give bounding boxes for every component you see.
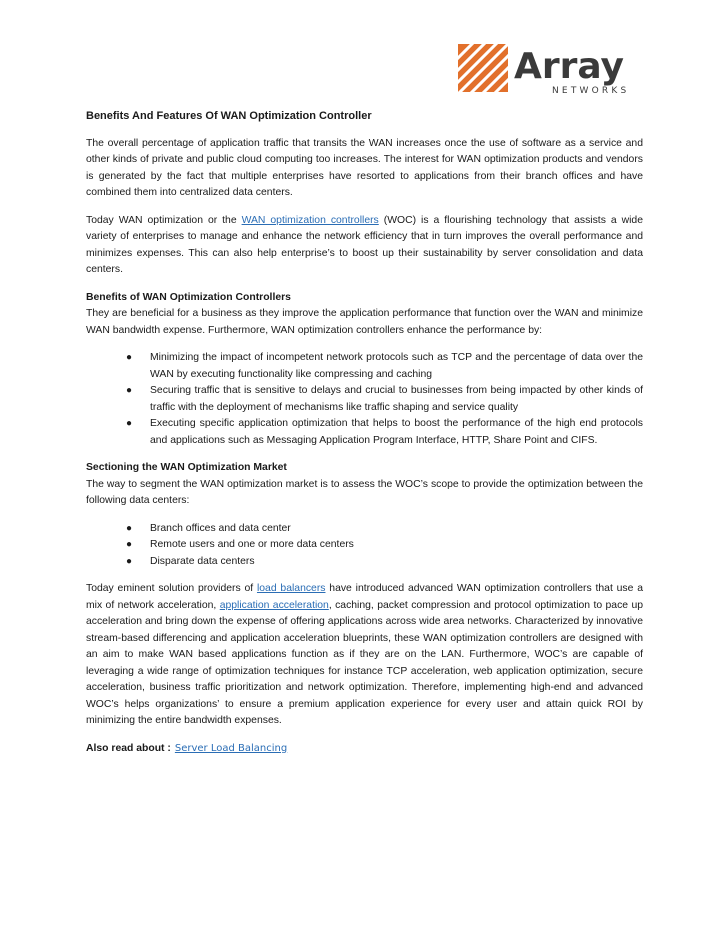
list-item-text: Disparate data centers xyxy=(150,555,255,567)
list-item xyxy=(126,537,643,554)
also-read-line xyxy=(86,741,643,758)
list-item-text: Securing traffic that is sensitive to delays and crucial to businesses from being impacted by other kinds of traffic with the deployment of mechanisms like traffic shaping and service quality xyxy=(150,385,643,413)
benefits-text: They are beneficial for a business as they improve the application performance that function over the WAN and minimize WAN bandwidth expense. Furthermore, WAN optimization controllers enhance the performance by: xyxy=(86,308,643,336)
list-item xyxy=(126,383,643,416)
intro-paragraph: The overall percentage of application traffic that transits the WAN increases once the use of software as a service and other kinds of private and public cloud computing too increases. The interest for WAN optimization products and vendors is generated by the fact that multiple enterprises have resorted to applications from their branch offices and have combined them into centralized data centers. xyxy=(86,137,643,198)
sectioning-text: The way to segment the WAN optimization market is to assess the WOC’s scope to provide the optimization between the following data centers: xyxy=(86,478,643,506)
article xyxy=(86,108,643,757)
list-item-text: Remote users and one or more data centers xyxy=(150,539,354,550)
solution-text-3: , caching, packet compression and protocol optimization to pace up acceleration and bring down the expense of offering applications across wide area networks. Characterized by innovative stream-based differencing and application acceleration blueprints, these WAN optimization controllers are designed with an aim to make WAN based applications function as if they are on the LAN. Furthermore, WOC’s are capable of leveraging a wide range of optimization techniques for instance TCP acceleration, web application optimization, secure acceleration, business traffic prioritization and network optimization. Therefore, implementing high-end and advanced WOC’s helps organizations’ to ensure a premium application experience for every user and attain quick ROI by minimizing the entire bandwidth expenses. xyxy=(86,599,643,726)
solution-providers-paragraph xyxy=(86,581,643,730)
logo-graphic xyxy=(456,40,640,98)
load-balancers-link[interactable]: load balancers xyxy=(256,583,326,594)
bullet-icon: ● xyxy=(126,522,133,534)
solution-text-1: Today eminent solution providers of xyxy=(86,583,257,594)
bullet-icon: ● xyxy=(126,418,133,429)
list-item xyxy=(126,554,643,571)
woc-paragraph xyxy=(86,213,643,279)
also-read-label: Also read about : xyxy=(86,742,171,754)
woc-text-before: Today WAN optimization or the xyxy=(86,214,242,226)
bullet-icon: ● xyxy=(126,539,133,550)
bullet-icon: ● xyxy=(126,385,133,396)
list-item-text: Minimizing the impact of incompetent network protocols such as TCP and the percentage of data over the WAN by executing functionality like compressing and caching xyxy=(150,352,643,380)
bullet-icon: ● xyxy=(126,352,133,363)
list-item-text: Executing specific application optimization that helps to boost the performance of the high end protocols and applications such as Messaging Application Program Interface, HTTP, Share Point and CIFS. xyxy=(150,418,643,446)
application-acceleration-link[interactable]: application acceleration xyxy=(219,599,329,611)
benefits-list xyxy=(86,350,643,449)
solution-text-2: have introduced advanced WAN optimization controllers that use a mix of network acceleration, xyxy=(86,583,643,611)
logo-brand-text: Array xyxy=(514,46,625,87)
list-item xyxy=(126,521,643,538)
list-item-text: Branch offices and data center xyxy=(150,522,291,534)
woc-text-after: (WOC) is a flourishing technology that assists a wide variety of enterprises to manage and enhance the network efficiency that in turn improves the overall performance and minimizes expenses. This can also help enterprise’s to boost up their sustainability by server consolidation and data centers. xyxy=(86,214,643,275)
bullet-icon: ● xyxy=(126,555,133,567)
logo-sub-text: NETWORKS xyxy=(552,86,630,96)
article-title: Benefits And Features Of WAN Optimization Controller xyxy=(86,110,372,122)
data-centers-list xyxy=(86,521,643,571)
benefits-heading: Benefits of WAN Optimization Controllers xyxy=(86,291,291,303)
wan-optimization-controllers-link[interactable]: WAN optimization controllers xyxy=(241,214,379,226)
sectioning-heading: Sectioning the WAN Optimization Market xyxy=(86,462,287,473)
list-item xyxy=(126,350,643,383)
array-networks-logo xyxy=(456,40,640,98)
server-load-balancing-link[interactable]: Server Load Balancing xyxy=(174,742,288,754)
list-item xyxy=(126,416,643,449)
